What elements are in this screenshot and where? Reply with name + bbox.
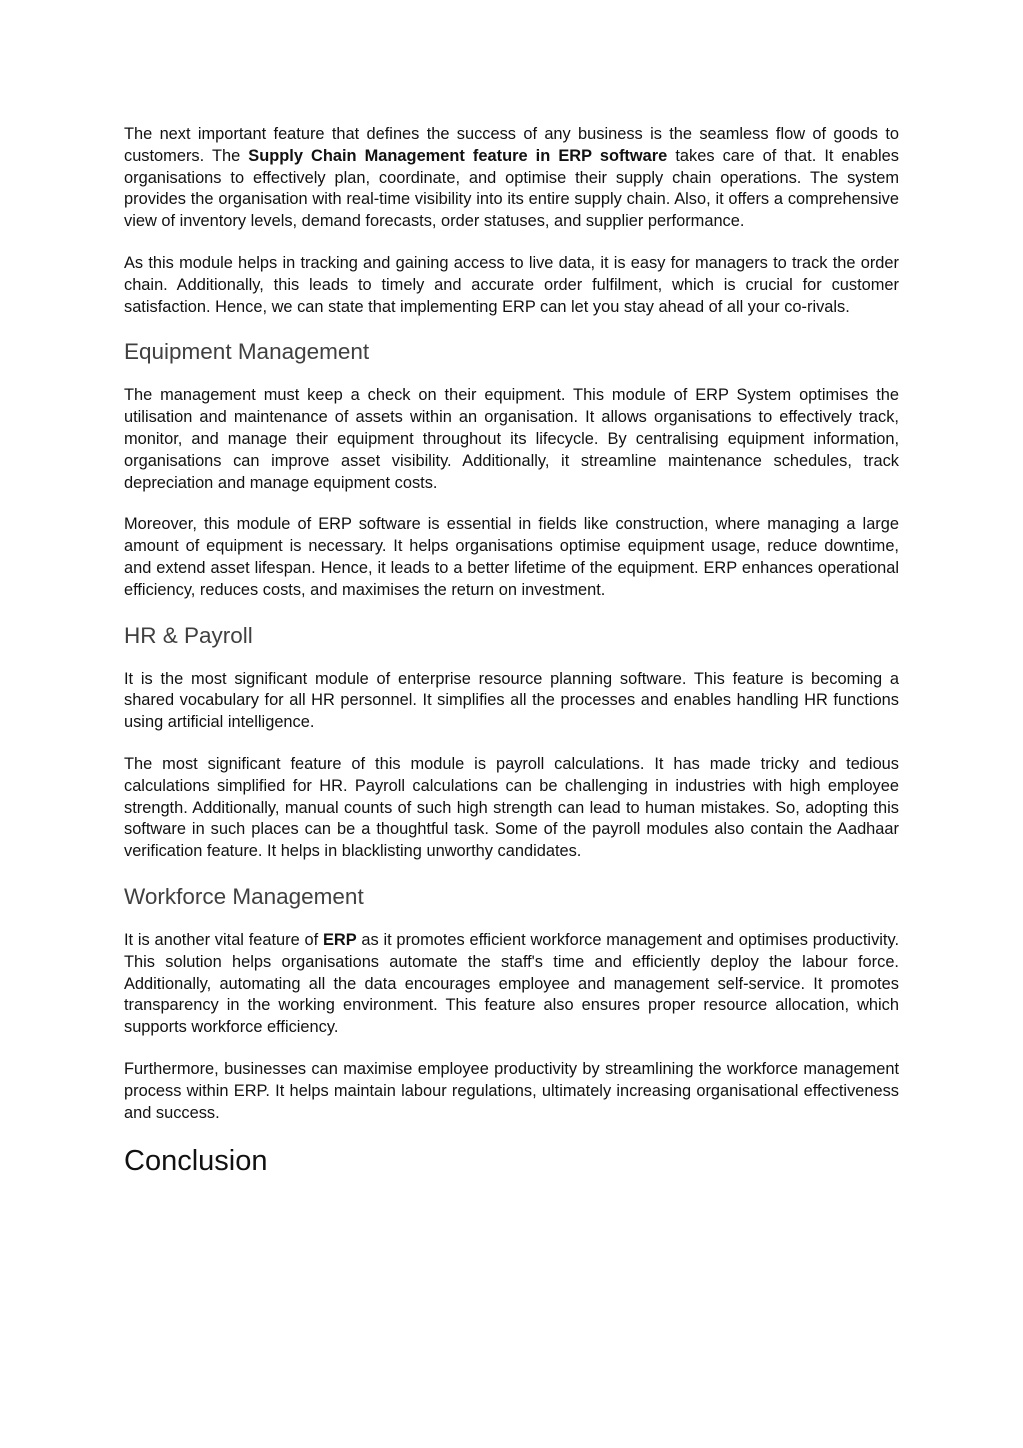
bold-link-text: Supply Chain Management feature in ERP software (248, 146, 668, 165)
paragraph-equipment-intro: The management must keep a check on their equipment. This module of ERP System optimises the utilisation and maintenance of assets within an organisation. It allows organisations to effectively track, monitor, and manage their equipment throughout its lifecycle. By centralising equipment information, organisations can improve asset visibility. Additionally, it streamline maintenance schedules, track depreciation and manage equipment costs. (124, 386, 899, 492)
paragraph-text: The next important feature that defines the success of any business is the seamless flow of goods to customers. The (124, 125, 899, 165)
paragraph-text: as it promotes efficient workforce management and optimises productivity. This solution helps organisations automate the staff's time and efficiently deploy the labour force. Additionally, automating all the data encourages employee and management self-service. It promotes transparency in the working environment. This feature also ensures proper resource allocation, which supports workforce efficiency. (124, 930, 899, 1037)
paragraph-workforce-intro (124, 930, 899, 1039)
heading-workforce-management: Workforce Management (124, 883, 364, 909)
paragraph-equipment-benefits: Moreover, this module of ERP software is essential in fields like construction, where managing a large amount of equipment is necessary. It helps organisations optimise equipment usage, reduce downtime, and extend asset lifespan. Hence, it leads to a better lifetime of the equipment. ERP enhances operational efficiency, reduces costs, and maximises the return on investment. (124, 515, 899, 599)
paragraph-supply-chain-intro (124, 124, 899, 233)
paragraph-hr-payroll: The most significant feature of this module is payroll calculations. It has made tricky and tedious calculations simplified for HR. Payroll calculations can be challenging in industries with high employee strength. Additionally, manual counts of such high strength can lead to human mistakes. So, adopting this software in such places can be a thoughtful task. Some of the payroll modules also contain the Aadhaar verification feature. It helps in blacklisting unworthy candidates. (124, 754, 899, 861)
paragraph-text: It is another vital feature of (124, 930, 323, 949)
heading-hr-payroll: HR & Payroll (124, 622, 253, 648)
paragraph-hr-intro: It is the most significant module of enterprise resource planning software. This feature is becoming a shared vocabulary for all HR personnel. It simplifies all the processes and enables handling HR functions using artificial intelligence. (124, 669, 899, 732)
document-page (124, 124, 899, 1178)
paragraph-text: takes care of that. It enables organisations to effectively plan, coordinate, and optimise their supply chain operations. The system provides the organisation with real-time visibility into its entire supply chain. Also, it offers a comprehensive view of inventory levels, demand forecasts, order statuses, and supplier performance. (124, 146, 899, 231)
heading-equipment-management: Equipment Management (124, 339, 370, 365)
heading-conclusion: Conclusion (124, 1145, 268, 1178)
bold-link-text: ERP (322, 930, 357, 949)
paragraph-workforce-benefits: Furthermore, businesses can maximise employee productivity by streamlining the workforce management process within ERP. It helps maintain labour regulations, ultimately increasing organisational effectiveness and success. (124, 1059, 899, 1122)
paragraph-supply-chain-benefits: As this module helps in tracking and gaining access to live data, it is easy for managers to track the order chain. Additionally, this leads to timely and accurate order fulfilment, which is crucial for customer satisfaction. Hence, we can state that implementing ERP can let you stay ahead of all your co-rivals. (124, 253, 899, 316)
